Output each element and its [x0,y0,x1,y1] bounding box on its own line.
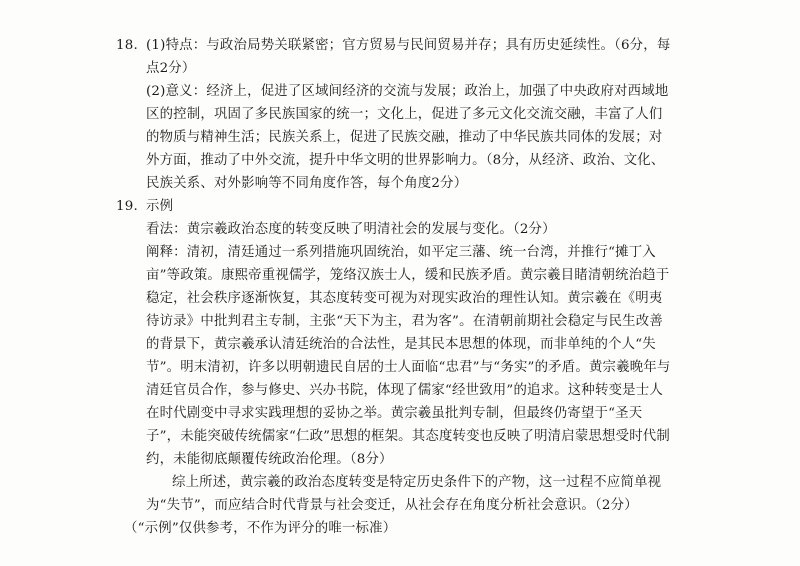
q19-number: 19. [116,199,138,214]
q19-explain: 阐释：清初，清廷通过一系列措施巩固统治，如平定三藩、统一台湾，并推行“摊丁入亩”等政策。康熙帝重视儒学，笼络汉族士人，缓和民族矛盾。黄宗羲目睹清朝统治趋于稳定，社会秩序逐渐恢复，其态度转变可视为对现实政治的理性认知。黄宗羲在《明夷待访录》中批判君主专制，主张“天下为主，君为客”。在清朝前期社会稳定与民生改善的背景下，黄宗羲承认清廷统治的合法性，是其民本思想的体现，而非单纯的个人“失节”。明末清初，许多以明朝遗民自居的士人面临“忠君”与“务实”的矛盾。黄宗羲晚年与清廷官员合作，参与修史、兴办书院，体现了儒家“经世致用”的追求。这种转变是士人在时代剧变中寻求实践理想的妥协之举。黄宗羲虽批判专制，但最终仍寄望于“圣天子”，未能突破传统儒家“仁政”思想的框架。其态度转变也反映了明清启蒙思想受时代制约，未能彻底颠覆传统政治伦理。（8分） [146,245,671,467]
q18-part1-text: (1)特点：与政治局势关联紧密；官方贸易与民间贸易并存；具有历史延续性。（6分，每点2分） [146,38,671,76]
q18-number: 18. [116,38,138,53]
q18-part2: (2)意义：经济上，促进了区域间经济的交流与发展；政治上，加强了中央政府对西域地区的控制，巩固了多民族国家的统一；文化上，促进了多元文化交流交融，丰富了人们的物质与精神生活；民族关系上，促进了民族交融，推动了中华民族共同体的发展；对外方面，推动了中外交流，提升中华文明的世界影响力。（8分，从经济、政治、文化、民族关系、对外影响等不同角度作答，每个角度2分） [146,84,669,191]
q18-part1 [116,34,676,80]
q19-summary: 综上所述，黄宗羲的政治态度转变是特定历史条件下的产物，这一过程不应简单视为“失节”，而应结合时代背景与社会变迁，从社会存在角度分析社会意识。（2分） [146,475,662,513]
q19-view: 看法：黄宗羲政治态度的转变反映了明清社会的发展与变化。（2分） [146,222,556,237]
scoring-note: （“示例”仅供参考，不作为评分的唯一标准） [124,521,397,536]
answer-content [116,34,676,540]
q19-title: 示例 [146,199,174,214]
q19-heading [116,195,676,218]
